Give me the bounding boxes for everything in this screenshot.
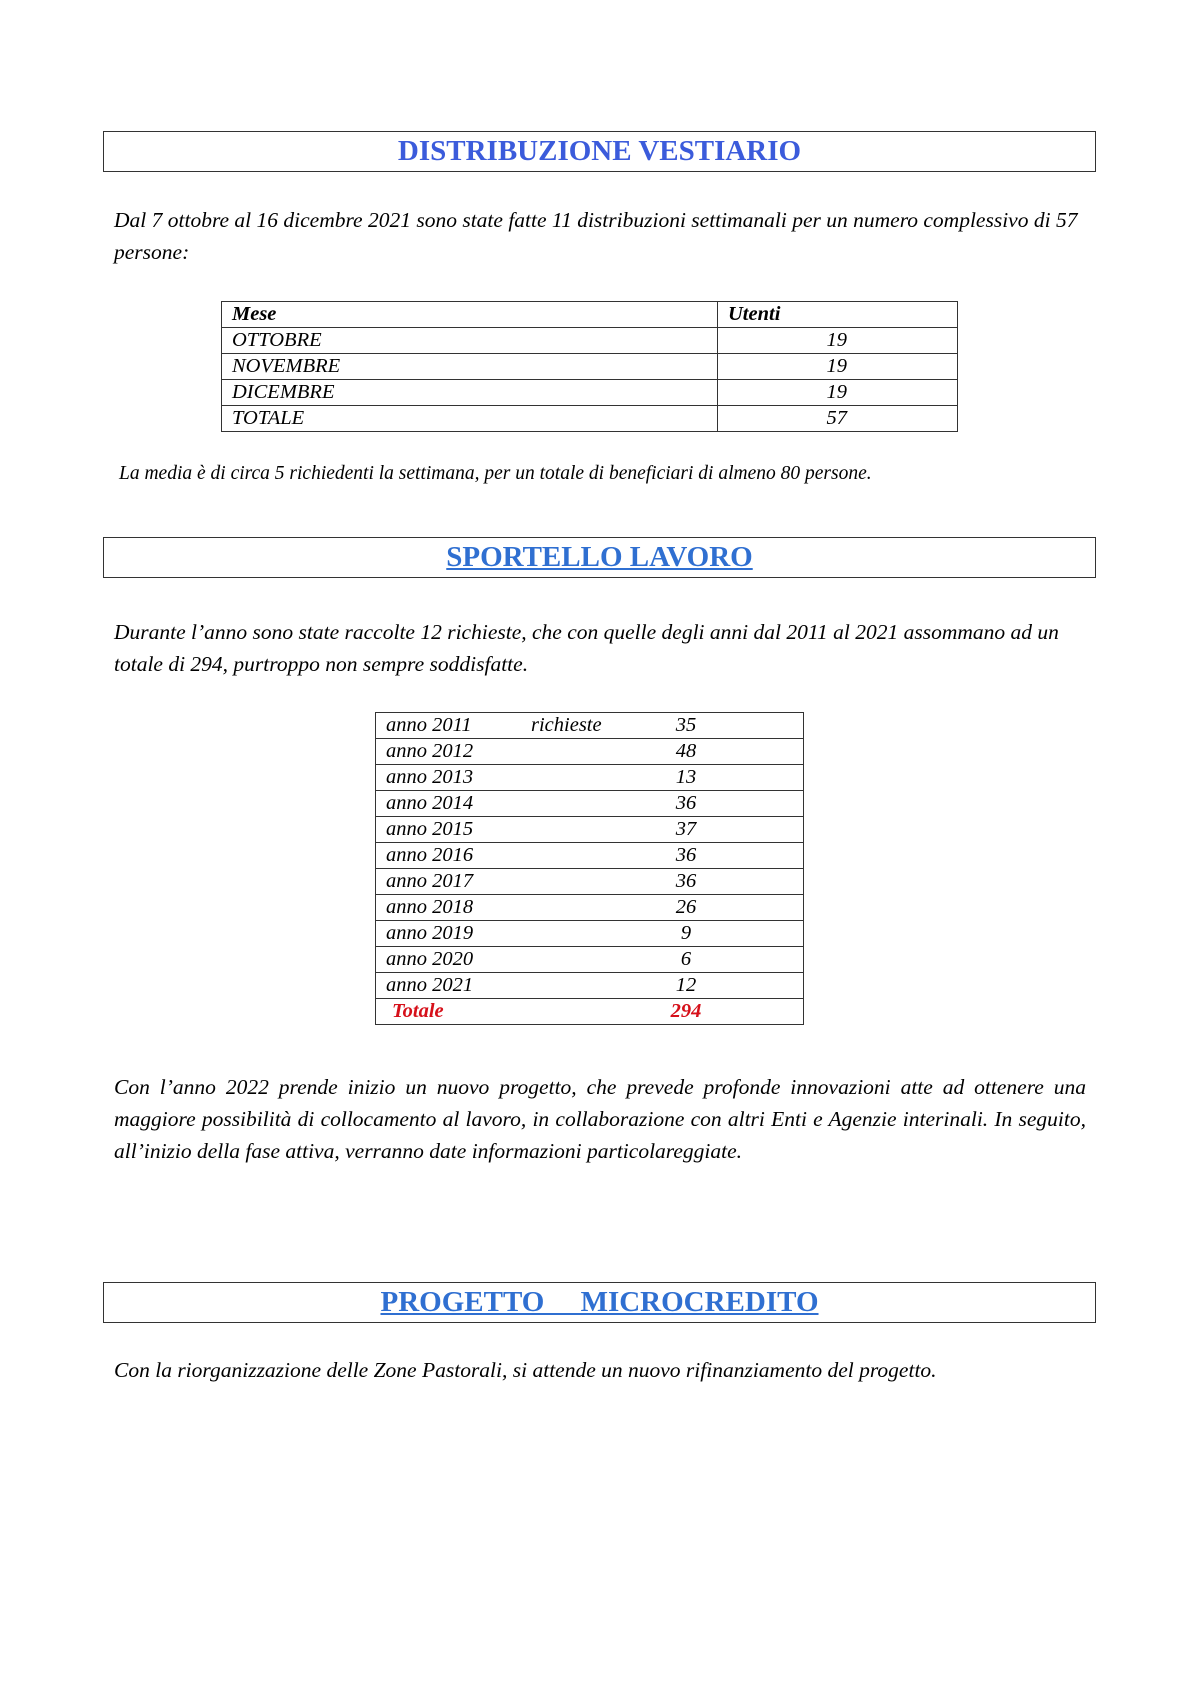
total-value: 294 bbox=[670, 1000, 702, 1022]
section-title: SPORTELLO LAVORO bbox=[446, 541, 753, 573]
year-label: anno 2018 bbox=[386, 896, 474, 918]
users-cell: 19 bbox=[718, 380, 958, 406]
average-note: La media è di circa 5 richiedenti la settimana, per un totale di beneficiari di almeno 80 persone. bbox=[119, 463, 872, 484]
count-value: 26 bbox=[675, 896, 697, 918]
count-value: 36 bbox=[675, 844, 697, 866]
table-row bbox=[222, 354, 958, 380]
table-row bbox=[376, 765, 804, 791]
total-row bbox=[376, 999, 804, 1025]
table-row bbox=[376, 869, 804, 895]
month-cell: DICEMBRE bbox=[222, 380, 718, 406]
year-label: anno 2021 bbox=[386, 974, 474, 996]
year-label: anno 2013 bbox=[386, 766, 474, 788]
section-intro: Dal 7 ottobre al 16 dicembre 2021 sono state fatte 11 distribuzioni settimanali per un numero complessivo di 57 persone: bbox=[114, 208, 1078, 264]
year-label: anno 2012 bbox=[386, 740, 474, 762]
requests-table bbox=[375, 712, 804, 1025]
table-row bbox=[222, 328, 958, 354]
table-row bbox=[376, 739, 804, 765]
table-row bbox=[376, 817, 804, 843]
section-header-distribuzione bbox=[103, 131, 1096, 172]
table-row bbox=[376, 895, 804, 921]
section-header-sportello bbox=[103, 537, 1096, 578]
count-value: 35 bbox=[675, 714, 697, 736]
table-row bbox=[376, 973, 804, 999]
count-value: 36 bbox=[675, 792, 697, 814]
count-value: 36 bbox=[675, 870, 697, 892]
users-cell: 19 bbox=[718, 328, 958, 354]
column-header-month: Mese bbox=[232, 303, 277, 325]
table-row bbox=[376, 947, 804, 973]
year-label: anno 2017 bbox=[386, 870, 474, 892]
count-value: 6 bbox=[680, 948, 692, 970]
project-paragraph: Con l’anno 2022 prende inizio un nuovo progetto, che prevede profonde innovazioni atte ad ottenere una maggiore possibilità di collocamento al lavoro, in collaborazione con altri Enti e Agenzie interinali. In seguito, all’inizio della fase attiva, verranno date informazioni particolareggiate. bbox=[114, 1075, 1086, 1163]
month-cell: TOTALE bbox=[222, 406, 718, 432]
requests-label: richieste bbox=[531, 714, 602, 736]
table-row bbox=[376, 713, 804, 739]
table-row bbox=[222, 380, 958, 406]
section-intro: Durante l’anno sono state raccolte 12 richieste, che con quelle degli anni dal 2011 al 2021 assommano ad un totale di 294, purtroppo non sempre soddisfatte. bbox=[114, 620, 1059, 676]
month-cell: NOVEMBRE bbox=[222, 354, 718, 380]
table-row bbox=[376, 843, 804, 869]
users-cell: 19 bbox=[718, 354, 958, 380]
year-label: anno 2020 bbox=[386, 948, 474, 970]
count-value: 13 bbox=[675, 766, 697, 788]
section-title: PROGETTO MICROCREDITO bbox=[380, 1286, 819, 1318]
section-header-microcredito bbox=[103, 1282, 1096, 1323]
table-row bbox=[376, 791, 804, 817]
section-text: Con la riorganizzazione delle Zone Pastorali, si attende un nuovo rifinanziamento del progetto. bbox=[114, 1358, 937, 1382]
year-label: anno 2015 bbox=[386, 818, 474, 840]
table-row bbox=[222, 406, 958, 432]
count-value: 48 bbox=[675, 740, 697, 762]
year-label: anno 2014 bbox=[386, 792, 474, 814]
total-label: Totale bbox=[392, 1000, 444, 1022]
section-title: DISTRIBUZIONE VESTIARIO bbox=[397, 135, 802, 167]
month-cell: OTTOBRE bbox=[222, 328, 718, 354]
count-value: 37 bbox=[675, 818, 697, 840]
count-value: 12 bbox=[675, 974, 697, 996]
year-label: anno 2016 bbox=[386, 844, 474, 866]
year-label: anno 2011 bbox=[386, 714, 472, 736]
users-table bbox=[221, 301, 958, 432]
table-header-row bbox=[222, 302, 958, 328]
column-header-users: Utenti bbox=[728, 303, 781, 325]
table-row bbox=[376, 921, 804, 947]
users-cell: 57 bbox=[718, 406, 958, 432]
count-value: 9 bbox=[680, 922, 692, 944]
year-label: anno 2019 bbox=[386, 922, 474, 944]
